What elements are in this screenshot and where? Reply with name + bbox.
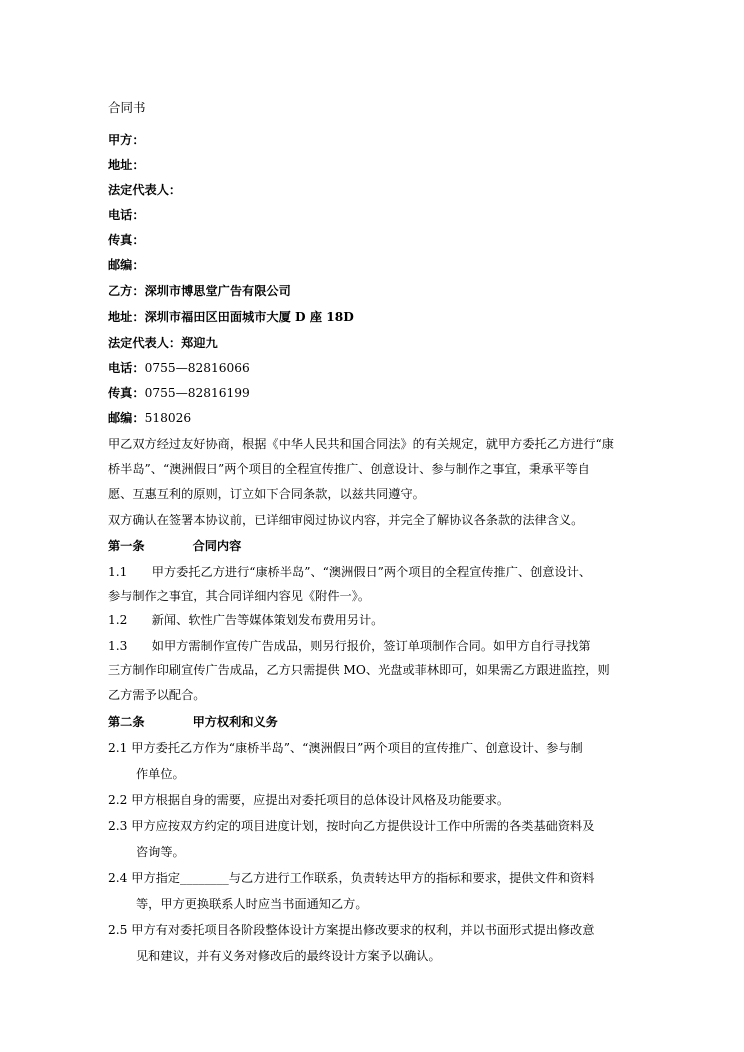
- clause-2-1-cont: 作单位。: [136, 767, 185, 781]
- clause-2-1: 2.1 甲方委托乙方作为“康桥半岛”、“澳洲假日”两个项目的宣传推广、创意设计、参与制: [108, 741, 583, 755]
- party-a-fax: 传真：: [108, 233, 145, 247]
- party-b-legal-rep: [108, 335, 218, 351]
- clause-1-3-cont: 三方制作印刷宣传广告成品，乙方只需提供 MO、光盘或菲林即可，如果需乙方跟进监控，则: [108, 663, 610, 677]
- clause-2-5-cont: 见和建议，并有义务对修改后的最终设计方案予以确认。: [136, 949, 441, 963]
- party-a-legal-rep: 法定代表人：: [108, 183, 182, 197]
- party-b-address-label: 地址：: [108, 310, 145, 324]
- party-b-name-label: 乙方：: [108, 284, 145, 298]
- clause-1-1-cont: 参与制作之事宜，其合同详细内容见《附件一》。: [108, 589, 371, 603]
- party-a-phone: 电话：: [108, 208, 145, 222]
- party-b-phone-value: 0755—82816066: [144, 361, 250, 375]
- party-b-postcode-label: 邮编：: [108, 411, 145, 425]
- party-b-phone: [108, 360, 250, 376]
- party-a-name: 甲方：: [108, 133, 145, 147]
- intro-line: 愿、互惠互利的原则，订立如下合同条款，以兹共同遵守。: [108, 487, 425, 501]
- clause-1-2: 1.2 新闻、软性广告等媒体策划发布费用另计。: [108, 613, 384, 627]
- party-a-postcode: 邮编：: [108, 258, 145, 272]
- confirm-paragraph: 双方确认在签署本协议前，已详细审阅过协议内容，并完全了解协议各条款的法律含义。: [108, 513, 584, 527]
- party-b-legal-rep-value: 郑迎九: [181, 336, 218, 350]
- clause-1-1: 1.1 甲方委托乙方进行“康桥半岛”、“澳洲假日”两个项目的全程宣传推广、创意设计、: [108, 565, 592, 579]
- clause-2-4-cont: 等，甲方更换联系人时应当书面通知乙方。: [136, 897, 368, 911]
- clause-2-3: 2.3 甲方应按双方约定的项目进度计划，按时向乙方提供设计工作中所需的各类基础资料及: [108, 819, 595, 833]
- clause-1-3: 1.3 如甲方需制作宣传广告成品，则另行报价，签订单项制作合同。如甲方自行寻找第: [108, 639, 591, 653]
- intro-line: 桥半岛”、“澳洲假日”两个项目的全程宣传推广、创意设计、参与制作之事宜，秉承平等自: [108, 462, 590, 476]
- article-2-title: 甲方权利和义务: [192, 715, 278, 729]
- article-1-number: 第一条: [108, 539, 145, 553]
- intro-line: 甲乙双方经过友好协商，根据《中华人民共和国合同法》的有关规定，就甲方委托乙方进行“康: [108, 437, 614, 451]
- party-b-postcode: [108, 410, 191, 426]
- article-2-heading: [108, 714, 278, 730]
- clause-2-4: 2.4 甲方指定________与乙方进行工作联系，负责转达甲方的指标和要求，提供文件和资料: [108, 871, 595, 885]
- party-a-address: 地址：: [108, 158, 145, 172]
- document-title: 合同书: [108, 100, 146, 115]
- party-b-postcode-value: 518026: [144, 411, 192, 425]
- article-1-heading: [108, 538, 241, 554]
- party-b-phone-label: 电话：: [108, 361, 145, 375]
- clause-2-3-cont: 咨询等。: [136, 845, 185, 859]
- party-b-fax: [108, 385, 250, 401]
- party-b-fax-label: 传真：: [108, 386, 145, 400]
- clause-2-2: 2.2 甲方根据自身的需要，应提出对委托项目的总体设计风格及功能要求。: [108, 793, 510, 807]
- party-b-address: [108, 309, 354, 325]
- article-2-number: 第二条: [108, 715, 145, 729]
- party-b-legal-rep-label: 法定代表人：: [108, 336, 182, 350]
- party-b-name: [108, 283, 291, 299]
- party-b-address-value: 深圳市福田区田面城市大厦 D 座 18D: [144, 310, 354, 324]
- party-b-name-value: 深圳市博思堂广告有限公司: [144, 284, 291, 298]
- clause-1-3-cont: 乙方需予以配合。: [108, 688, 206, 702]
- article-1-title: 合同内容: [192, 539, 242, 553]
- clause-2-5: 2.5 甲方有对委托项目各阶段整体设计方案提出修改要求的权利，并以书面形式提出修改意: [108, 923, 595, 937]
- party-b-fax-value: 0755—82816199: [144, 386, 250, 400]
